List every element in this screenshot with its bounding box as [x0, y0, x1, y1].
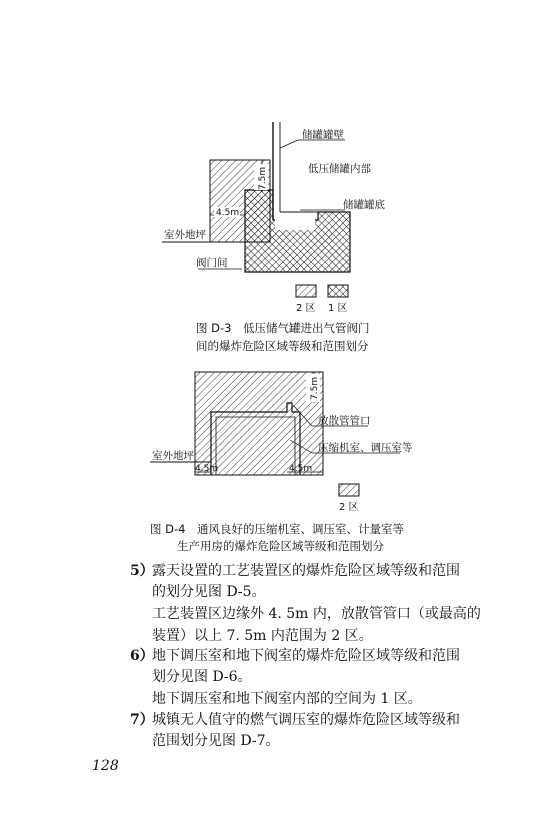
d3-legend-zone2-swatch: [296, 285, 316, 297]
figure-d4: [0, 360, 559, 540]
d4-dim-45-left: 4.5m: [195, 464, 219, 474]
item7-line2: 范围划分见图 D-7。: [152, 733, 280, 749]
d3-label-tank-wall: 储罐罐壁: [302, 129, 344, 141]
item7-number: 7）: [130, 712, 154, 728]
d4-legend-zone2: 2 区: [339, 502, 359, 513]
d3-label-valve-room: 阀门间: [196, 257, 228, 269]
item5-line1: 露天设置的工艺装置区的爆炸危险区域等级和范围: [152, 563, 460, 579]
d4-dim-75: 7.5m: [310, 376, 320, 400]
item6-line1: 地下调压室和地下阀室的爆炸危险区域等级和范围: [152, 648, 460, 664]
page-number: 128: [92, 758, 119, 774]
d3-label-ground: 室外地坪: [164, 229, 206, 241]
item7-line1: 城镇无人值守的燃气调压室的爆炸危险区域等级和: [152, 712, 460, 728]
d3-legend-zone2: 2 区: [296, 303, 316, 314]
d4-label-vent: 放散管管口: [318, 415, 371, 427]
item6-number: 6）: [130, 648, 154, 664]
figure-d3: [0, 0, 559, 360]
d4-dim-45-right: 4.5m: [289, 464, 313, 474]
d3-tank-inside: [275, 218, 315, 230]
d3-legend-zone1-swatch: [328, 285, 348, 297]
d4-label-ground: 室外地坪: [152, 450, 194, 462]
d4-legend-zone2-swatch: [339, 484, 359, 496]
d4-label-rooms: 压缩机室、调压室等: [318, 442, 413, 454]
d4-caption-line2: 生产用房的爆炸危险区域等级和范围划分: [177, 539, 384, 553]
d3-legend-zone1: 1 区: [328, 303, 348, 314]
d3-caption-line2: 间的爆炸危险区域等级和范围划分: [196, 339, 369, 353]
d3-dim-75: 7.5m: [258, 166, 268, 190]
d3-caption-line1: 图 D-3 低压储气罐进出气管阀门: [196, 321, 370, 335]
item5-line2: 的划分见图 D-5。: [152, 584, 266, 600]
item5-number: 5）: [130, 563, 154, 579]
d3-label-tank-bottom: 储罐罐底: [343, 199, 385, 211]
d3-zone1-area: [245, 190, 350, 272]
d4-zone2-area: [195, 372, 323, 475]
item5-p2-line2: 装置）以上 7. 5m 内范围为 2 区。: [152, 628, 373, 644]
item6-p2: 地下调压室和地下阀室内部的空间为 1 区。: [152, 691, 422, 707]
item5-p2-line1: 工艺装置区边缘外 4. 5m 内，放散管管口（或最高的: [152, 606, 481, 622]
item6-line2: 划分见图 D-6。: [152, 669, 252, 685]
d4-caption-line1: 图 D-4 通风良好的压缩机室、调压室、计量室等: [150, 522, 404, 536]
d3-label-tank-inside: 低压储罐内部: [308, 163, 371, 175]
d3-dim-45: 4.5m: [216, 208, 240, 218]
